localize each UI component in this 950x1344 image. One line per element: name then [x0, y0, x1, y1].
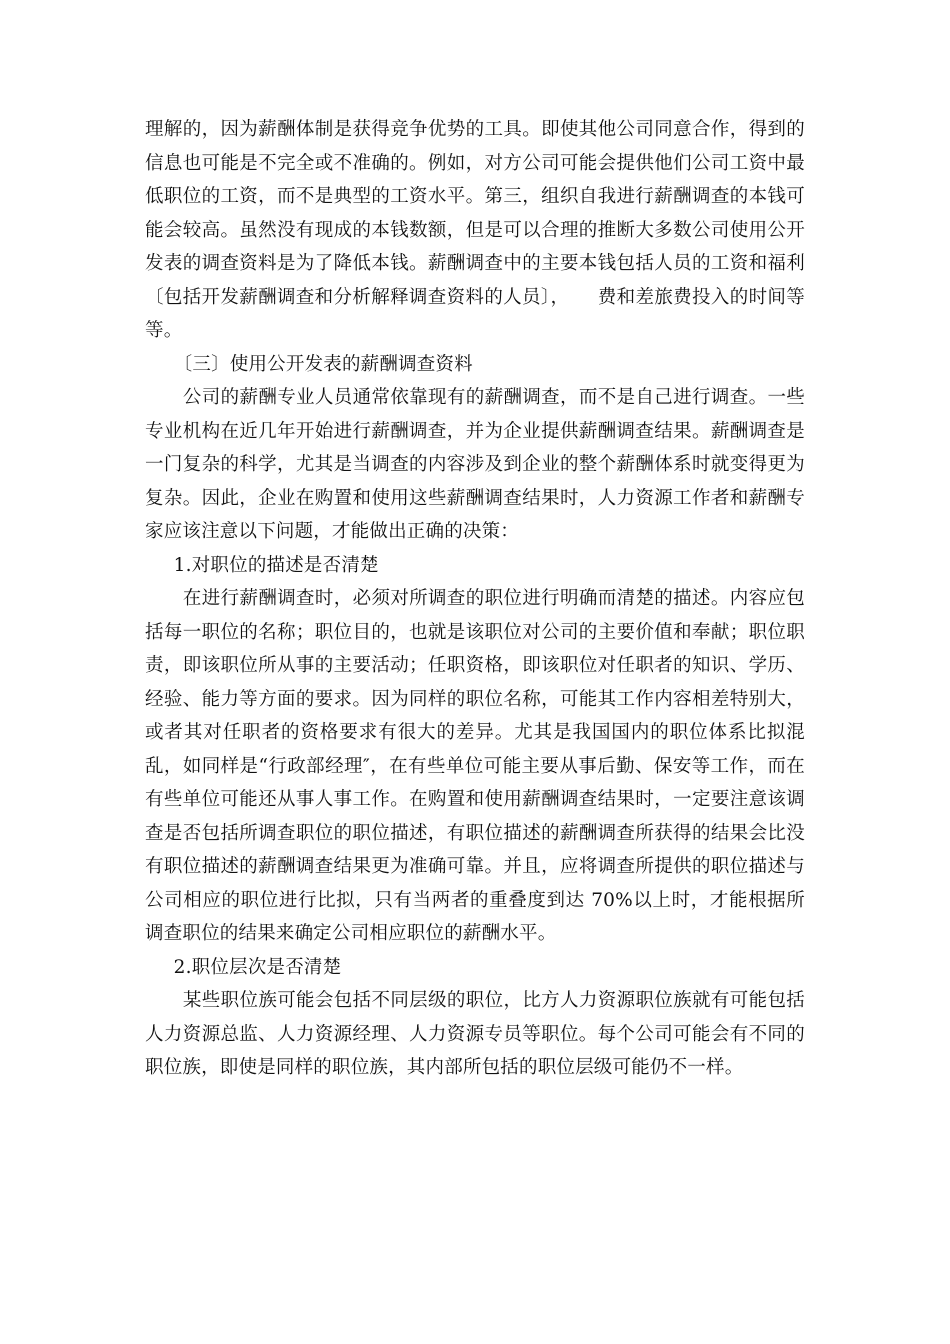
- subheading-1: 1.对职位的描述是否清楚: [173, 554, 379, 576]
- document-body: [145, 113, 805, 1085]
- subheading-2: 2.职位层次是否清楚: [173, 956, 342, 978]
- paragraph-job-description: 在进行薪酬调查时，必须对所调查的职位进行明确而清楚的描述。内容应包括每一职位的名称；职位目的，也就是该职位对公司的主要价值和奉献；职位职责，即该职位所从事的主要活动；任职资格，即该职位对任职者的知识、学历、经验、能力等方面的要求。因为同样的职位名称，可能其工作内容相差特别大，或者其对任职者的资格要求有很大的差异。尤其是我国国内的职位体系比拟混乱，如同样是“行政部经理″，在有些单位可能主要从事后勤、保安等工作，而在有些单位可能还从事人事工作。在购置和使用薪酬调查结果时，一定要注意该调查是否包括所调查职位的职位描述，有职位描述的薪酬调查所获得的结果会比没有职位描述的薪酬调查结果更为准确可靠。并且，应将调查所提供的职位描述与公司相应的职位进行比拟，只有当两者的重叠度到达 70%以上时，才能根据所调查职位的结果来确定公司相应职位的薪酬水平。: [145, 588, 805, 944]
- paragraph-continuation: 理解的，因为薪酬体制是获得竞争优势的工具。即使其他公司同意合作，得到的信息也可能是不完全或不准确的。例如，对方公司可能会提供他们公司工资中最低职位的工资，而不是典型的工资水平。第三，组织自我进行薪酬调查的本钱可能会较高。虽然没有现成的本钱数额，但是可以合理的推断大多数公司使用公开发表的调查资料是为了降低本钱。薪酬调查中的主要本钱包括人员的工资和福利〔包括开发薪酬调查和分析解释调查资料的人员〕， 费和差旅费投入的时间等等。: [145, 119, 805, 341]
- paragraph-job-levels: 某些职位族可能会包括不同层级的职位，比方人力资源职位族就有可能包括人力资源总监、人力资源经理、人力资源专员等职位。每个公司可能会有不同的职位族，即使是同样的职位族，其内部所包括的职位层级可能仍不一样。: [145, 990, 805, 1078]
- section-heading-3: 〔三〕使用公开发表的薪酬调查资料: [173, 353, 473, 375]
- paragraph-survey-intro: 公司的薪酬专业人员通常依靠现有的薪酬调查，而不是自己进行调查。一些专业机构在近几年开始进行薪酬调查，并为企业提供薪酬调查结果。薪酬调查是一门复杂的科学，尤其是当调查的内容涉及到企业的整个薪酬体系时就变得更为复杂。因此，企业在购置和使用这些薪酬调查结果时，人力资源工作者和薪酬专家应该注意以下问题，才能做出正确的决策：: [145, 387, 805, 542]
